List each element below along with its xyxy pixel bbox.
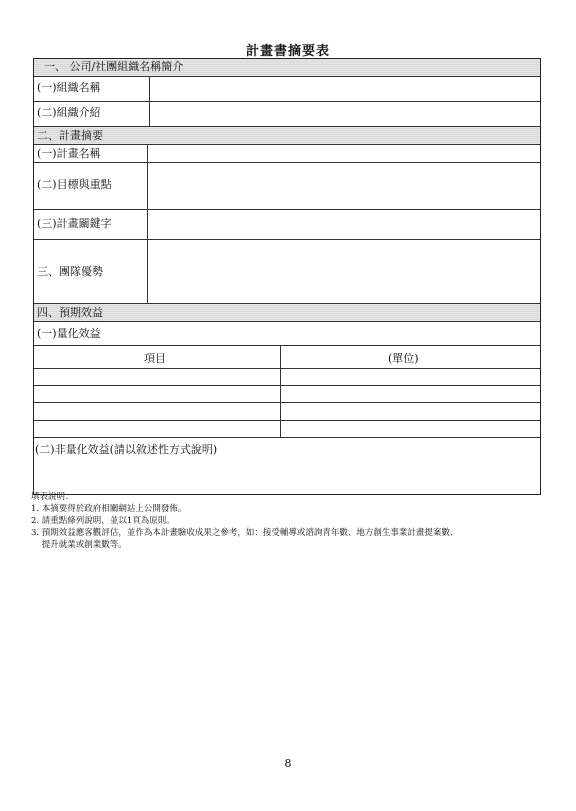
goals-label: (二)目標與重點 — [37, 178, 112, 191]
section4-header-band — [34, 304, 540, 321]
goals-field[interactable] — [150, 163, 540, 209]
note-item: 1. 本摘要得於政府相關網站上公開發佈。 — [31, 504, 187, 514]
fill-in-notes — [31, 491, 458, 551]
note-item: 3. 預期效益應客觀評估，並作為本計畫驗收成果之參考，如：接受輔導或諮詢青年數、地方創生事業計畫提案數、 — [31, 528, 459, 538]
nonquant-label: (二)非量化效益(請以敘述性方式說明) — [35, 443, 218, 456]
table-cell-unit[interactable] — [282, 403, 540, 420]
plan-name-field[interactable] — [150, 145, 540, 162]
page-number: 8 — [284, 757, 292, 770]
summary-form-table — [33, 58, 541, 495]
org-name-field[interactable] — [150, 77, 540, 101]
divider — [280, 345, 281, 437]
section2-header: 二、計畫摘要 — [37, 129, 103, 142]
keywords-field[interactable] — [150, 210, 540, 239]
table-cell-unit[interactable] — [282, 369, 540, 385]
divider — [34, 321, 540, 322]
team-field[interactable] — [150, 240, 540, 303]
section4-header: 四、預期效益 — [37, 306, 103, 319]
quant-label: (一)量化效益 — [37, 327, 101, 340]
note-item: 提升就業或創業數等。 — [31, 540, 127, 550]
org-name-label: (一)組織名稱 — [37, 81, 101, 94]
divider — [149, 76, 150, 126]
section1-header: 一、 公司/社團組織名稱簡介 — [44, 60, 184, 73]
notes-title: 填表說明： — [31, 492, 74, 502]
table-header-item: 項目 — [144, 352, 166, 365]
table-cell-unit[interactable] — [282, 421, 540, 437]
table-header-unit: (單位) — [388, 352, 419, 365]
table-cell-item[interactable] — [35, 386, 279, 402]
table-row — [34, 437, 540, 438]
keywords-label: (三)計畫關鍵字 — [37, 217, 112, 230]
divider — [34, 345, 540, 346]
org-intro-field[interactable] — [150, 102, 540, 126]
team-label: 三、團隊優勢 — [37, 265, 103, 278]
org-intro-label: (二)組織介紹 — [37, 106, 101, 119]
table-cell-item[interactable] — [35, 369, 279, 385]
page-title: 計畫書摘要表 — [245, 44, 330, 59]
table-cell-unit[interactable] — [282, 386, 540, 402]
table-cell-item[interactable] — [35, 403, 279, 420]
table-cell-item[interactable] — [35, 421, 279, 437]
section2-header-band — [34, 127, 540, 144]
nonquant-field[interactable] — [35, 459, 540, 494]
plan-name-label: (一)計畫名稱 — [37, 147, 101, 160]
divider — [147, 144, 148, 303]
note-item: 2. 請重點條列說明，並以1頁為原則。 — [31, 516, 175, 526]
